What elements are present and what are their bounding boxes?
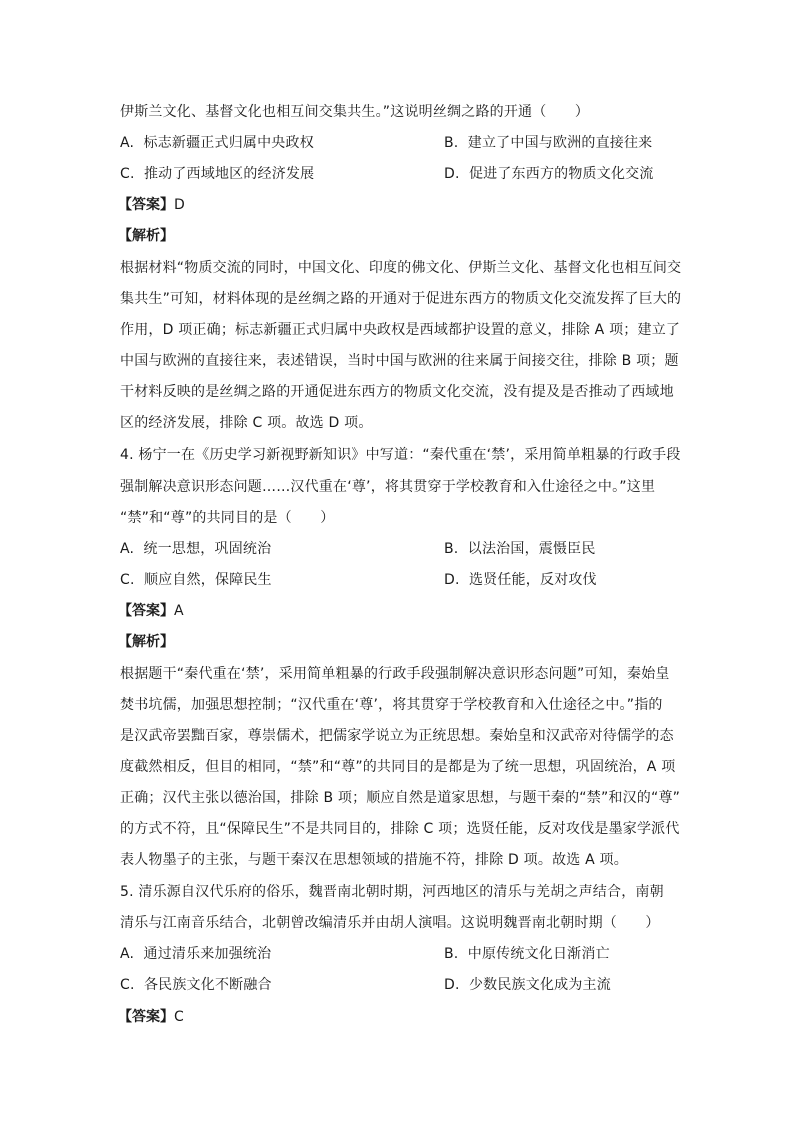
q3-stem-tail: 伊斯兰文化、基督文化也相互间交集共生。”这说明丝绸之路的开通（ ） xyxy=(120,104,590,120)
q4-option-a: A. 统一思想，巩固统治 xyxy=(120,541,272,557)
q5-option-c: C. 各民族文化不断融合 xyxy=(120,977,272,993)
q3-analysis-line: 中国与欧洲的直接往来，表述错误，当时中国与欧洲的往来属于间接交往，排除 B 项；题 xyxy=(120,353,679,369)
q3-option-d: D. 促进了东西方的物质文化交流 xyxy=(444,166,654,182)
q4-option-b: B. 以法治国，震慑臣民 xyxy=(444,541,596,557)
q4-analysis-line: 表人物墨子的主张，与题干秦汉在思想领域的措施不符，排除 D 项。故选 A 项。 xyxy=(120,852,628,868)
q4-option-d: D. 选贤任能，反对攻伐 xyxy=(444,572,597,588)
q4-analysis-line: 的方式不符，且“保障民生”不是共同目的，排除 C 项；选贤任能，反对攻伐是墨家学派代 xyxy=(120,821,680,837)
q4-answer: 【答案】A xyxy=(118,603,184,619)
q4-stem-line: 4. 杨宁一在《历史学习新视野新知识》中写道：“秦代重在‘禁’，采用简单粗暴的行政手段 xyxy=(120,447,681,463)
q3-option-a: A. 标志新疆正式归属中央政权 xyxy=(120,135,314,151)
q4-analysis-line: 度截然相反，但目的相同，“禁”和“尊”的共同目的是都是为了统一思想，巩固统治，A 项 xyxy=(120,759,676,775)
q3-analysis-line: 作用，D 项正确；标志新疆正式归属中央政权是西域都护设置的意义，排除 A 项；建立了 xyxy=(120,322,681,338)
q4-analysis-line: 焚书坑儒，加强思想控制；“汉代重在‘尊’，将其贯穿于学校教育和入仕途径之中。”指的 xyxy=(120,697,663,713)
q4-analysis-line: 是汉武帝罢黜百家，尊崇儒术，把儒家学说立为正统思想。秦始皇和汉武帝对待儒学的态 xyxy=(120,728,674,744)
q4-stem-line: “禁”和“尊”的共同目的是（ ） xyxy=(120,510,335,526)
q5-option-b: B. 中原传统文化日渐消亡 xyxy=(444,946,610,962)
q5-option-a: A. 通过清乐来加强统治 xyxy=(120,946,272,962)
q3-answer: 【答案】D xyxy=(118,197,185,213)
q4-option-c: C. 顺应自然，保障民生 xyxy=(120,572,272,588)
q5-stem-line: 5. 清乐源自汉代乐府的俗乐，魏晋南北朝时期，河西地区的清乐与羌胡之声结合，南朝 xyxy=(120,884,664,900)
q5-option-d: D. 少数民族文化成为主流 xyxy=(444,977,611,993)
q3-option-c: C. 推动了西域地区的经济发展 xyxy=(120,166,315,182)
q5-stem-line: 清乐与江南音乐结合，北朝曾改编清乐并由胡人演唱。这说明魏晋南北朝时期（ ） xyxy=(120,915,660,931)
q4-analysis-tag: 【解析】 xyxy=(118,634,174,650)
q3-analysis-line: 集共生”可知，材料体现的是丝绸之路的开通对于促进东西方的物质文化交流发挥了巨大的 xyxy=(120,291,682,307)
q3-analysis-line: 根据材料“物质交流的同时，中国文化、印度的佛文化、伊斯兰文化、基督文化也相互间交 xyxy=(120,260,682,276)
q3-analysis-tag: 【解析】 xyxy=(118,228,174,244)
q4-analysis-line: 正确；汉代主张以德治国，排除 B 项；顺应自然是道家思想，与题干秦的“禁”和汉的“尊” xyxy=(120,790,681,806)
q3-option-b: B. 建立了中国与欧洲的直接往来 xyxy=(444,135,653,151)
q3-analysis-line: 干材料反映的是丝绸之路的开通促进东西方的物质文化交流，没有提及是否推动了西域地 xyxy=(120,384,674,400)
q3-analysis-line: 区的经济发展，排除 C 项。故选 D 项。 xyxy=(120,415,373,431)
q5-answer: 【答案】C xyxy=(118,1009,184,1025)
q4-analysis-line: 根据题干“秦代重在‘禁’，采用简单粗暴的行政手段强制解决意识形态问题”可知，秦始皇 xyxy=(120,666,670,682)
q4-stem-line: 强制解决意识形态问题……汉代重在‘尊’，将其贯穿于学校教育和入仕途径之中。”这里 xyxy=(120,479,656,495)
